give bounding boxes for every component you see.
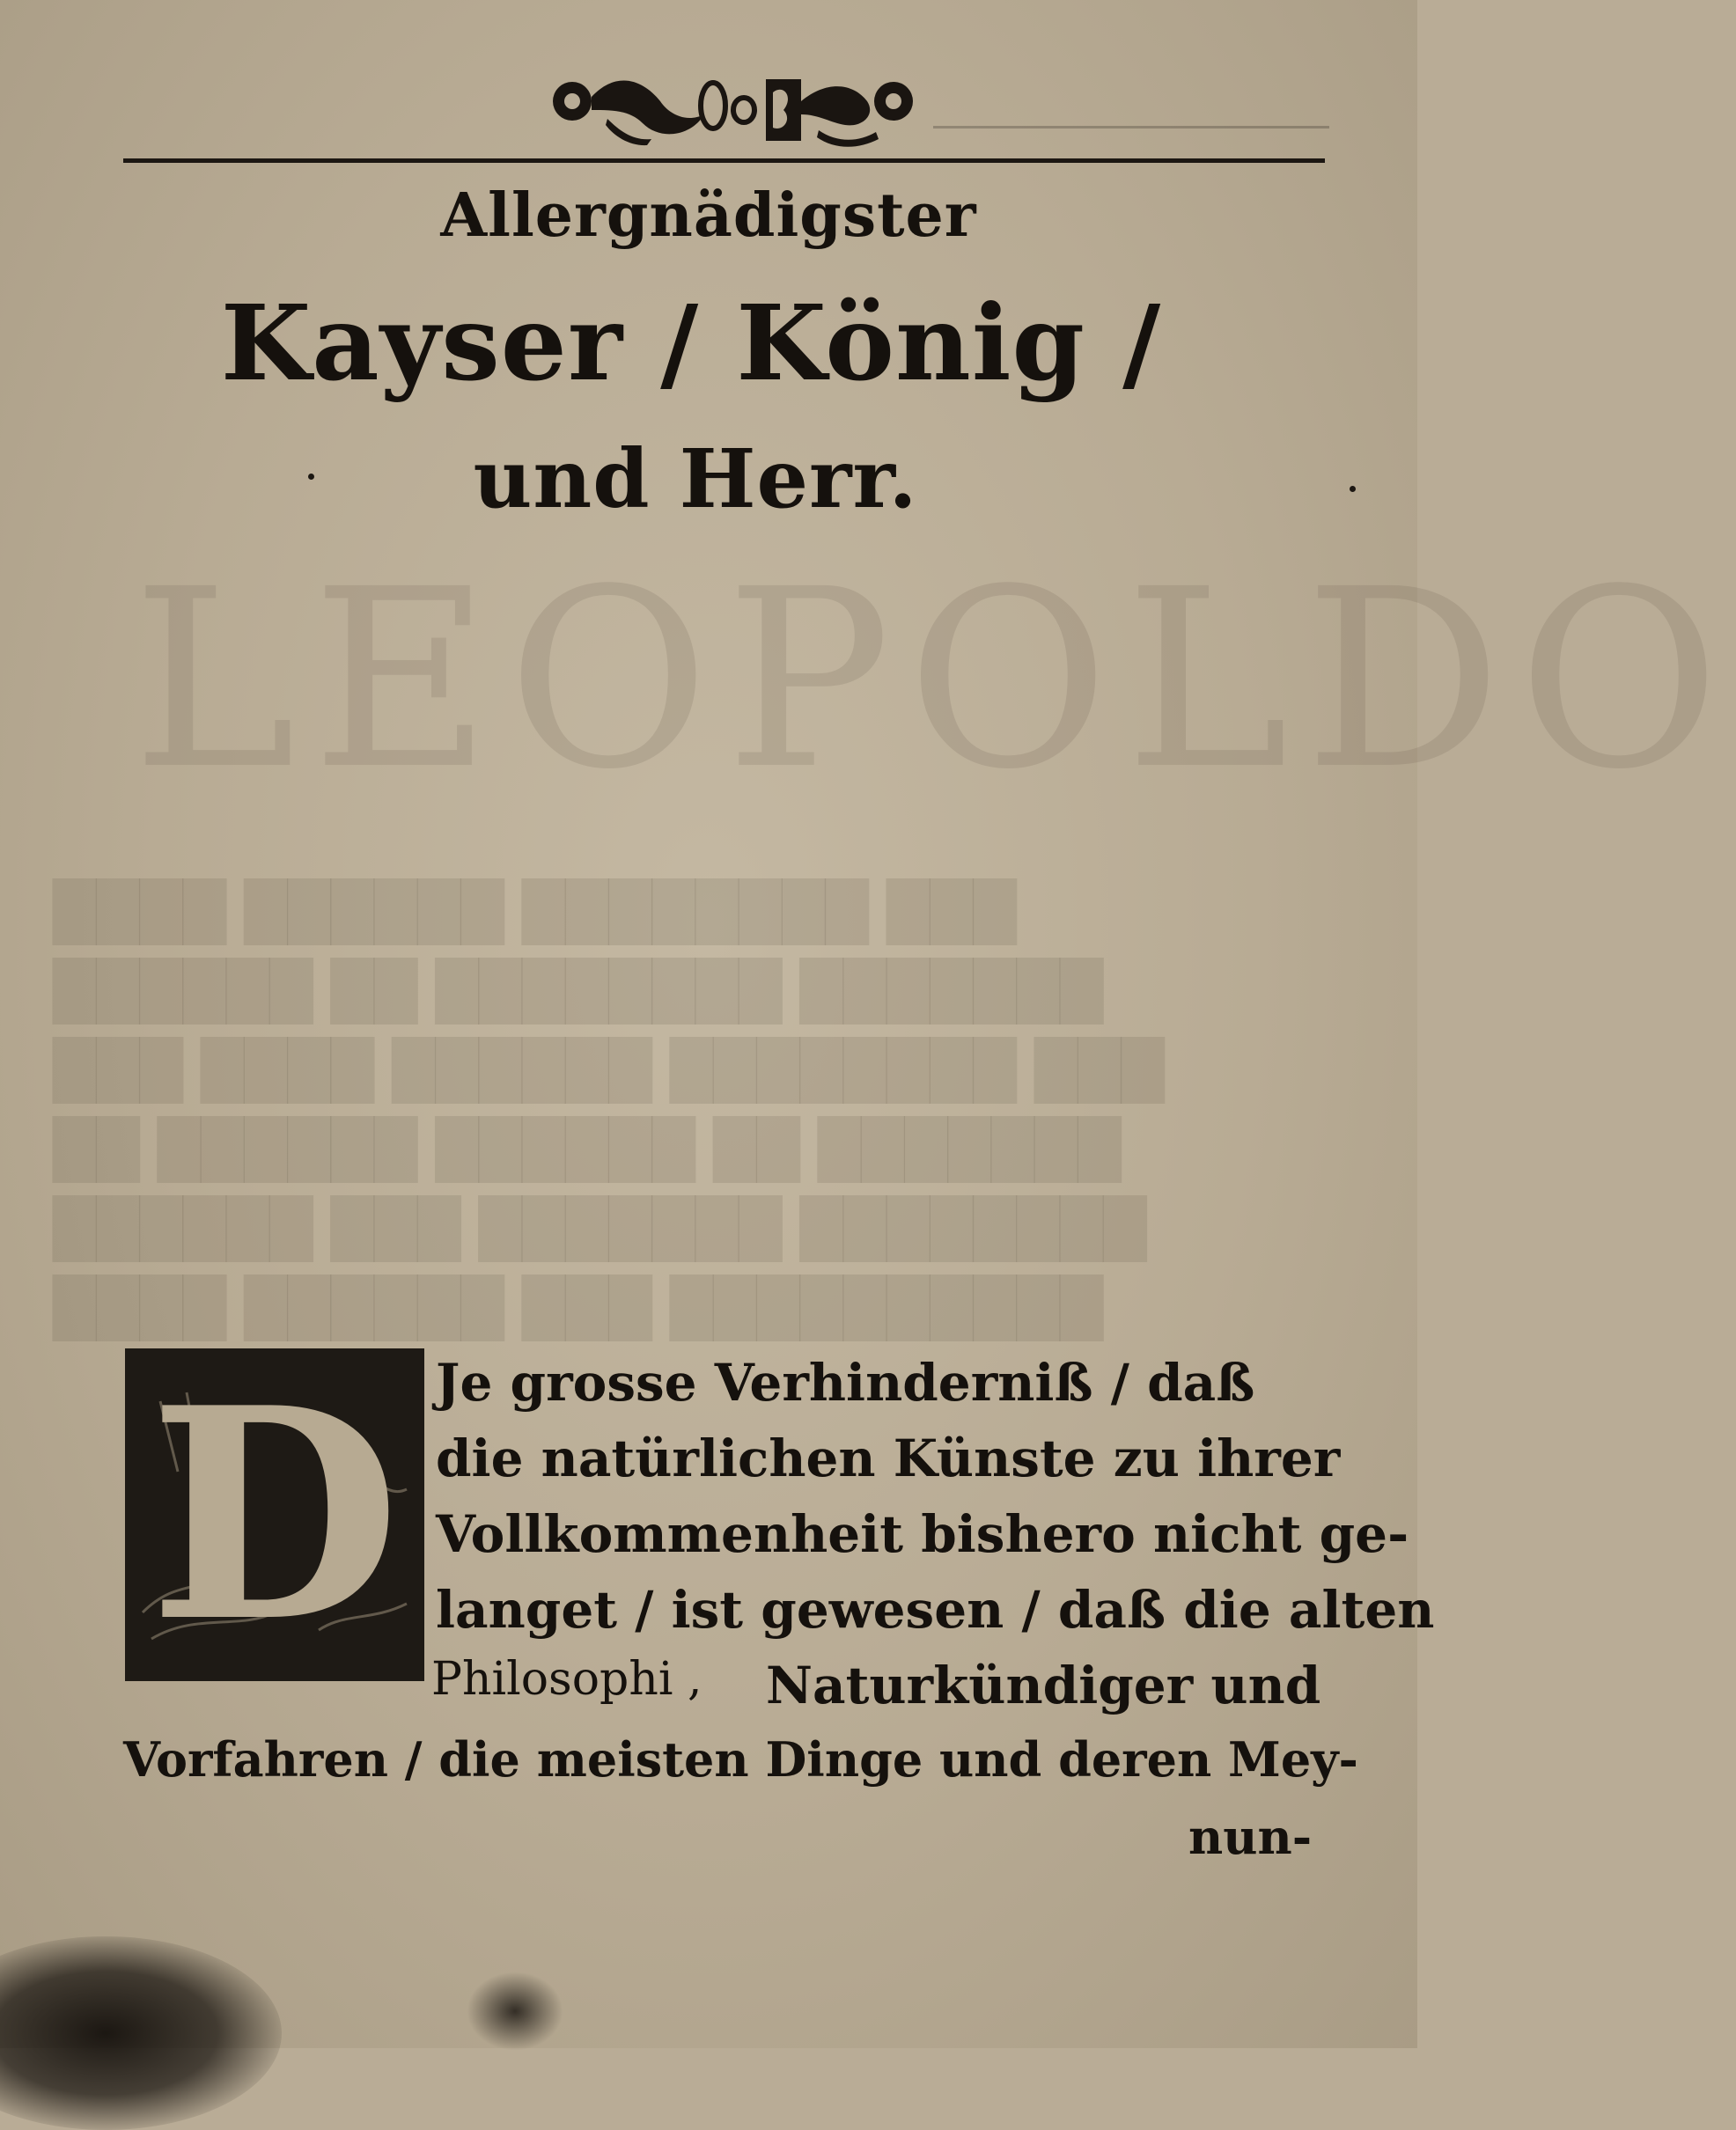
heading-line-1: Allergnädigster: [440, 180, 977, 251]
horizontal-rule: [123, 158, 1325, 163]
scan-shadow: [0, 1936, 282, 2130]
decorated-initial: [125, 1344, 424, 1686]
bleed-through-line: ████ ██████ ███ ██████████: [53, 1276, 1104, 1341]
bleed-through-line: ████ ██████ ████████ ███: [53, 880, 1017, 945]
heading-line-3: und Herr.: [473, 431, 918, 526]
body-line-5: Naturkündiger und: [766, 1656, 1321, 1715]
body-line-1: Je grosse Verhinderniß / daß: [436, 1353, 1255, 1413]
body-line-6: Vorfahren / die meisten Dinge und deren Mey-: [123, 1731, 1358, 1788]
initial-letter: D: [148, 1344, 401, 1686]
bleed-through-line: ██████ ███ ███████ ████████: [53, 1197, 1147, 1262]
scan-shadow: [467, 1972, 563, 2051]
body-line-2: die natürlichen Künste zu ihrer: [436, 1429, 1341, 1488]
bleed-through-text: LEOPOLDO: [132, 537, 1736, 824]
speck: [308, 474, 314, 480]
body-line-4: langet / ist gewesen / daß die alten: [436, 1580, 1435, 1640]
bleed-through-line: ██████ ██ ████████ ███████: [53, 959, 1104, 1025]
bleed-through-line: ███ ████ ██████ ████████ ███: [53, 1039, 1165, 1104]
body-philosophi: Philosophi ,: [431, 1653, 702, 1706]
faint-rule: [933, 126, 1329, 129]
heading-line-2: Kayser / König /: [220, 282, 1162, 404]
floral-ornament-icon: [537, 62, 924, 150]
body-line-3: Vollkommenheit bishero nicht ge-: [436, 1504, 1409, 1564]
bleed-through-line: ██ ██████ ██████ ██ ███████: [53, 1118, 1122, 1183]
catchword: nun-: [1188, 1809, 1313, 1865]
speck: [1350, 486, 1356, 492]
